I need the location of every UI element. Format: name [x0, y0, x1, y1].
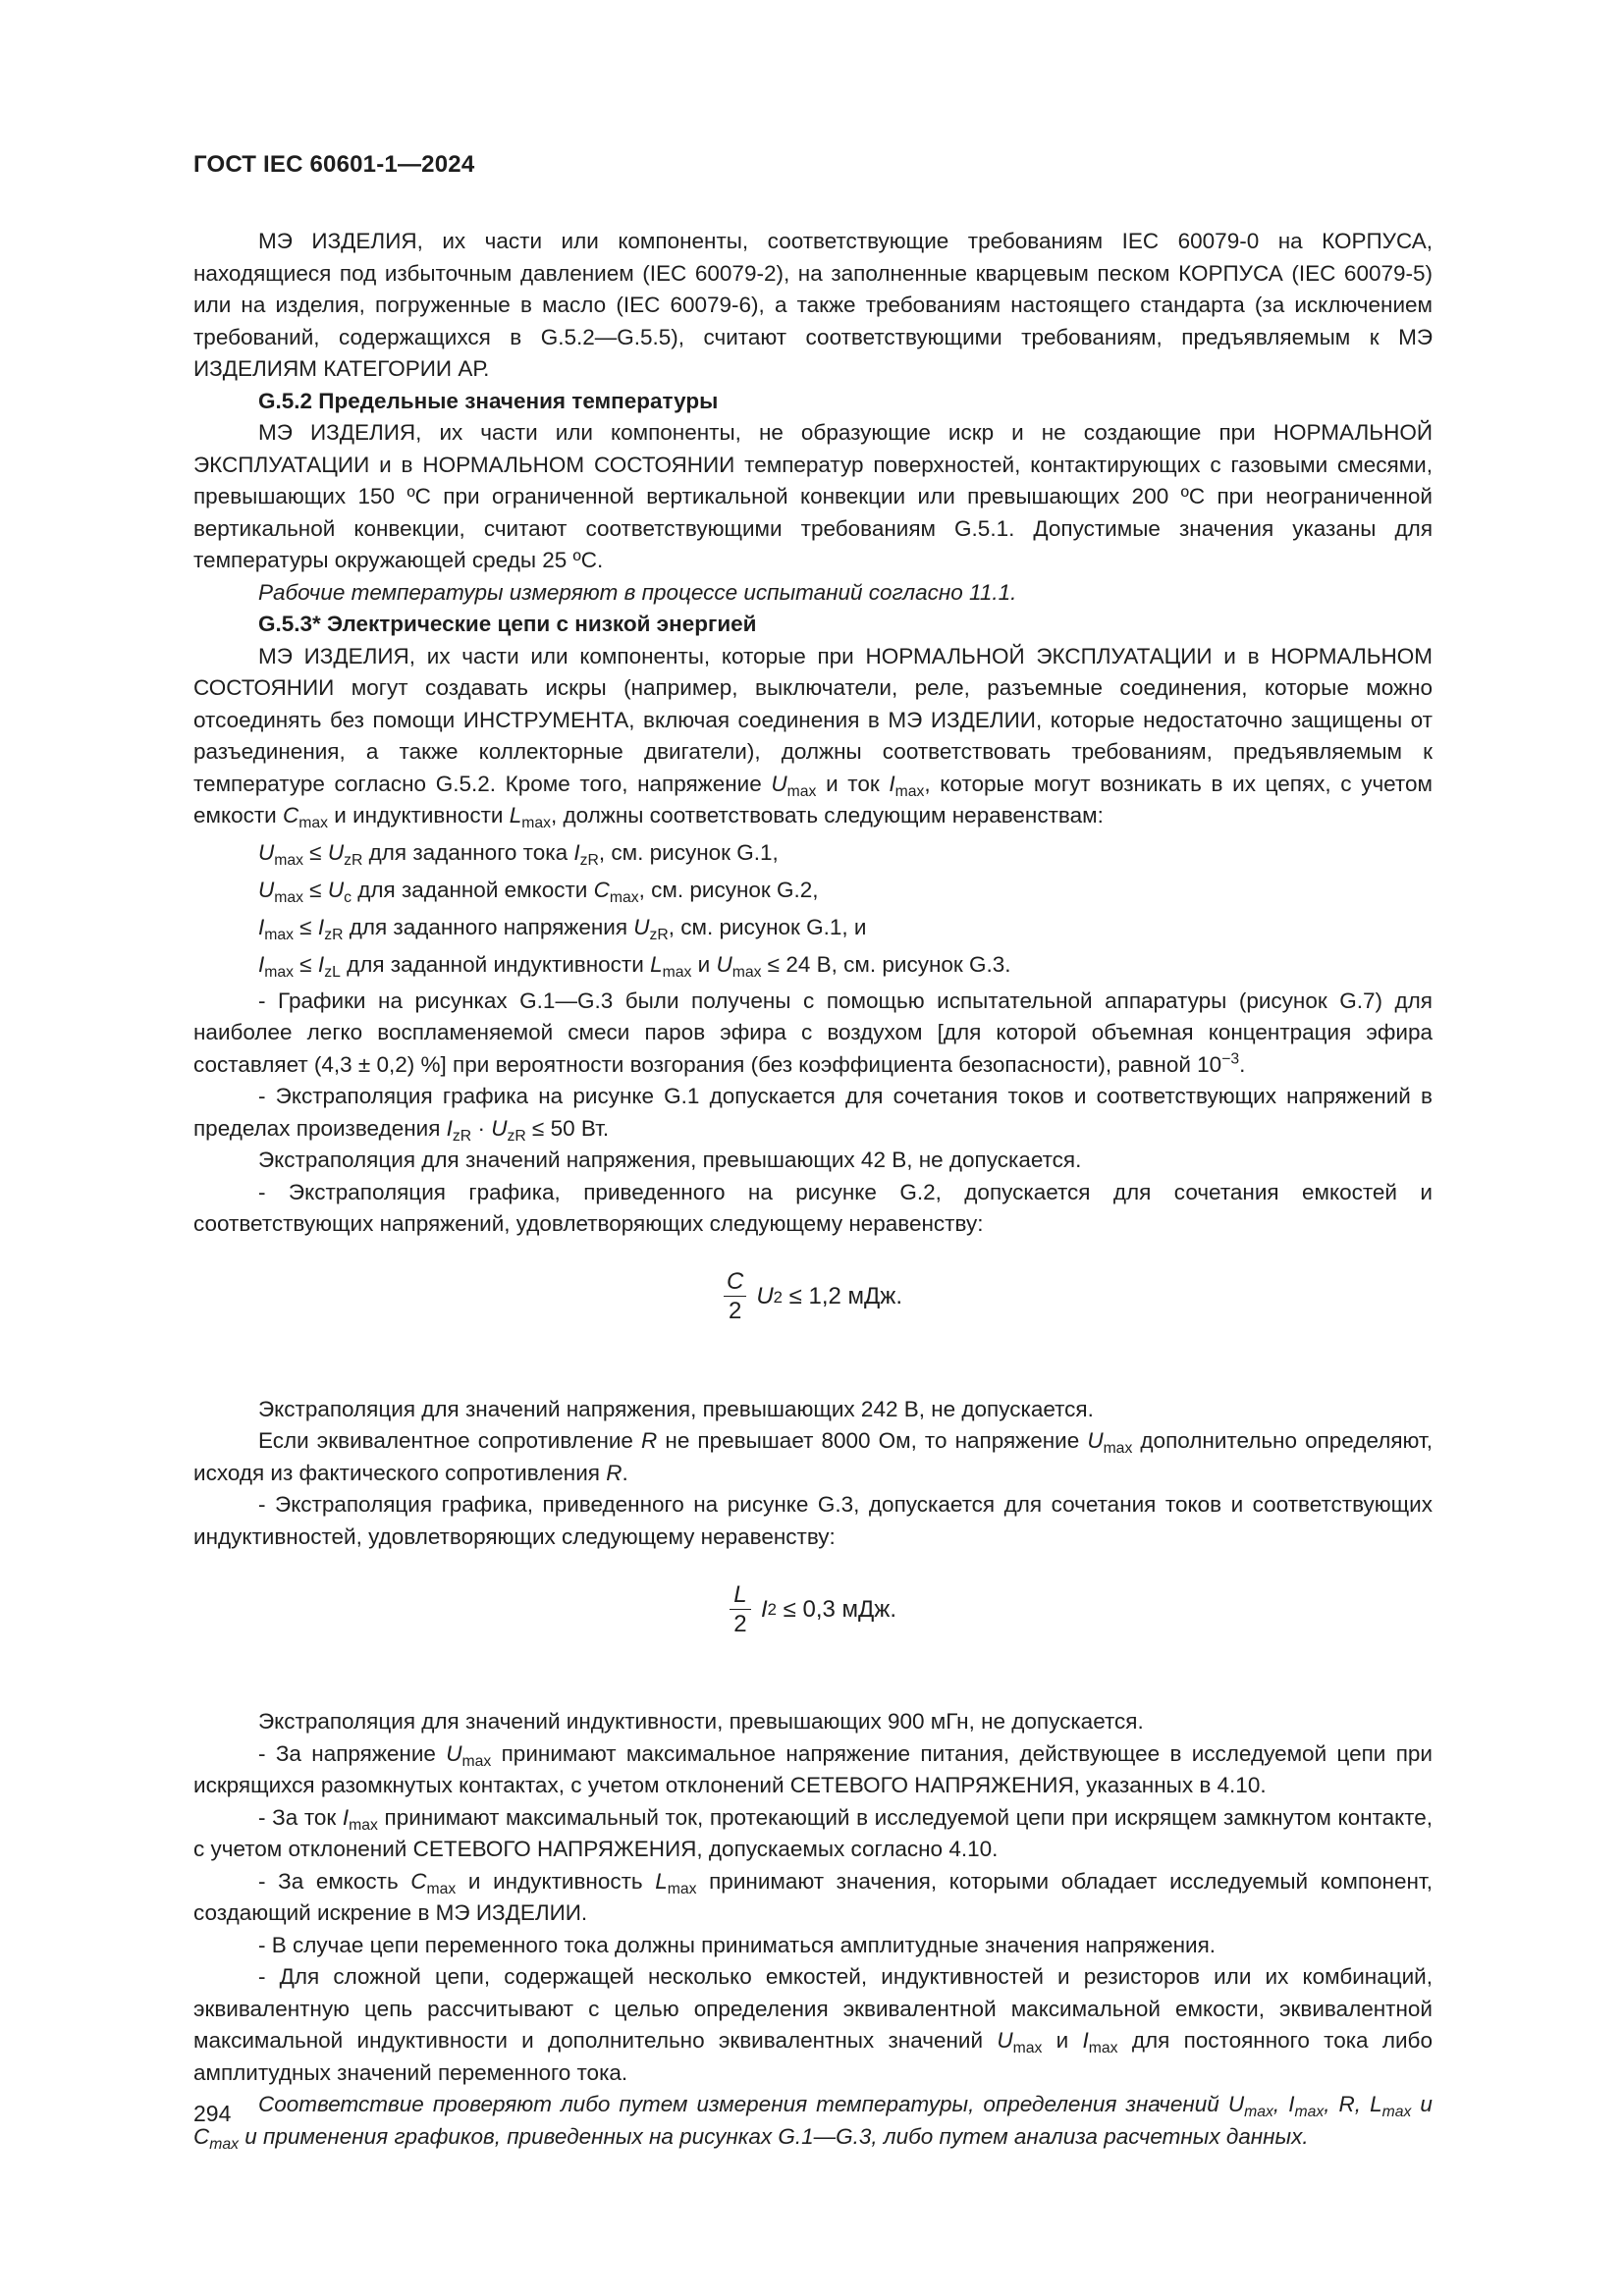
- operator: ≤: [309, 839, 322, 865]
- symbol: U: [716, 951, 732, 977]
- subscript: zL: [324, 963, 341, 981]
- paragraph: МЭ ИЗДЕЛИЯ, их части или компоненты, не образующие искр и не создающие при НОРМАЛЬНОЙ ЭКСПЛУАТАЦИИ и в НОРМАЛЬНОМ СОСТОЯНИИ температур поверхностей, контактирующих с газовыми смесями, превышающих 150 ºC при ограниченной вертикальной конвекции или превышающих 200 ºC при неограниченной вертикальной конвекции, считают соответствующими требованиям G.5.1. Допустимые значения указаны для температуры окружающей среды 25 ºC.: [193, 420, 1433, 572]
- symbol: C: [410, 1868, 427, 1894]
- symbol: I: [889, 771, 895, 796]
- subscript: max: [274, 851, 304, 869]
- paragraph-italic: Рабочие температуры измеряют в процессе испытаний согласно 11.1.: [258, 579, 1017, 605]
- symbol: L: [650, 951, 663, 977]
- text: принимают значения, которыми обладает исследуемый компонент, создающий искрение в МЭ ИЗДЕЛИИ.: [193, 1868, 1433, 1925]
- formula-energy-capacitance: $\frac{C}{2}$ U 2 ≤ 1,2 мДж.: [193, 1241, 1433, 1355]
- paragraph: [193, 1738, 1433, 1802]
- symbol: U: [633, 914, 650, 939]
- symbol: U: [327, 839, 345, 865]
- subscript: max: [667, 1880, 697, 1897]
- text: и индуктивности: [334, 803, 504, 828]
- subscript: max: [1103, 1440, 1133, 1458]
- paragraph-italic-compliance: Соответствие проверяют либо путем измерения температуры, определения значений $U_{max}$, $I_{max}$, R, $L_{max}$ и $C_{max}$ и применения графиков, приведенных на рисунках G.1—G.3, либо путем анализа расчетных данных.: [193, 2092, 1433, 2153]
- paragraph: [193, 1961, 1433, 2089]
- subscript: zR: [344, 851, 363, 869]
- symbol: C: [193, 2123, 210, 2149]
- subscript: zR: [452, 1127, 472, 1145]
- paragraph: - Экстраполяция графика, приведенного на рисунке G.2, допускается для сочетания емкостей и соответствующих напряжений, удовлетворяющих следующему неравенству:: [193, 1179, 1433, 1236]
- text: .: [1239, 1051, 1246, 1077]
- symbol: L: [1370, 2092, 1382, 2116]
- text: дополнительно определяют, исходя из фактического сопротивления: [193, 1428, 1433, 1485]
- subscript: max: [1294, 2104, 1325, 2121]
- fraction-denominator: 2: [733, 1610, 747, 1637]
- subscript: max: [426, 1880, 457, 1897]
- symbol: U: [258, 877, 275, 902]
- superscript: −3: [1221, 1049, 1240, 1067]
- fraction-numerator: C: [726, 1268, 744, 1295]
- symbol: U: [756, 1283, 774, 1310]
- symbol: L: [509, 803, 522, 828]
- text: .: [622, 1460, 628, 1485]
- page-number: 294: [193, 2101, 232, 2126]
- operator: ≤: [299, 914, 312, 939]
- formula-tail: ≤ 1,2 мДж.: [788, 1283, 903, 1310]
- symbol: U: [446, 1740, 462, 1766]
- text: и: [1056, 2028, 1069, 2053]
- text: МЭ ИЗДЕЛИЯ, их части или компоненты, которые при НОРМАЛЬНОЙ ЭКСПЛУАТАЦИИ и в НОРМАЛЬНОМ СОСТОЯНИИ могут создавать искры (например, выключатели, реле, разъемные соединения, которые можно отсоединять без помощи ИНСТРУМЕНТА, включая соединения в МЭ ИЗДЕЛИИ, которые недостаточно защищены от разъединения, а также коллекторные двигатели), должны соответствовать требованиям, предъявляемым к температуре согласно G.5.2. Кроме того, напряжение: [193, 643, 1433, 796]
- condition-1: [193, 836, 1433, 870]
- section-heading-g52: G.5.2 Предельные значения температуры: [258, 388, 719, 413]
- formula-tail: ≤ 0,3 мДж.: [783, 1595, 897, 1623]
- text: принимают максимальное напряжение питания, действующее в исследуемой цепи при искрящихся разомкнутых контактах, с учетом отклонений СЕТЕВОГО НАПРЯЖЕНИЯ, указанных в 4.10.: [193, 1740, 1433, 1797]
- spacer: [193, 1667, 1433, 1706]
- operator: ≤: [299, 951, 312, 977]
- symbol: R: [606, 1460, 623, 1485]
- subscript: max: [786, 782, 817, 800]
- text: , которые могут возникать в их цепях, с учетом емкости: [193, 771, 1433, 828]
- subscript: max: [1244, 2104, 1273, 2121]
- text: для постоянного тока либо амплитудных значений переменного тока.: [193, 2028, 1433, 2085]
- subscript: max: [209, 2135, 240, 2153]
- symbol: I: [573, 839, 580, 865]
- condition-2: [193, 874, 1433, 907]
- text: , см. рисунок G.1, и: [668, 914, 867, 939]
- fraction-numerator: L: [733, 1580, 747, 1608]
- text: для заданного тока: [368, 839, 568, 865]
- paragraph: [193, 1081, 1433, 1145]
- symbol: I: [317, 951, 325, 977]
- symbol: R: [1338, 2092, 1355, 2116]
- operator: ·: [477, 1115, 485, 1141]
- paragraph: МЭ ИЗДЕЛИЯ, их части или компоненты, соответствующие требованиям IEC 60079-0 на КОРПУСА, находящиеся под избыточным давлением (IEC 60079-2), на заполненные кварцевым песком КОРПУСА (IEC 60079-5) или на изделия, погруженные в масло (IEC 60079-6), а также требованиям настоящего стандарта (за исключением требований, содержащихся в G.5.2—G.5.5), считают соответствующими требованиям, предъявляемым к МЭ ИЗДЕЛИЯМ КАТЕГОРИИ АР.: [193, 229, 1433, 381]
- subscript: zR: [507, 1127, 526, 1145]
- subscript: c: [344, 888, 352, 906]
- text: не превышает 8000 Ом, то напряжение: [665, 1428, 1080, 1453]
- symbol: I: [446, 1115, 453, 1141]
- subscript: max: [521, 815, 551, 832]
- symbol: U: [997, 2028, 1013, 2053]
- text: , см. рисунок G.1,: [598, 839, 779, 865]
- subscript: max: [349, 1816, 378, 1834]
- fraction-denominator: 2: [728, 1298, 742, 1324]
- condition-4: [193, 948, 1433, 982]
- symbol: U: [1227, 2092, 1245, 2116]
- text: - За ток: [258, 1804, 337, 1830]
- text: , см. рисунок G.2,: [638, 877, 819, 902]
- subscript: max: [662, 963, 692, 981]
- symbol: I: [1288, 2092, 1295, 2116]
- symbol: U: [491, 1115, 508, 1141]
- formula-energy-inductance: $\frac{L}{2}$ I 2 ≤ 0,3 мДж.: [193, 1553, 1433, 1667]
- symbol: L: [655, 1868, 668, 1894]
- text: , должны соответствовать следующим неравенствам:: [551, 803, 1104, 828]
- operator: ≤: [309, 877, 322, 902]
- text: Если эквивалентное сопротивление: [258, 1428, 633, 1453]
- text: - Для сложной цепи, содержащей несколько емкостей, индуктивностей и резисторов или их комбинаций, эквивалентную цепь рассчитывают с целью определения эквивалентной максимальной емкости, эквивалентной максимальной индуктивности и дополнительно эквивалентных значений: [193, 1964, 1433, 2053]
- symbol: U: [771, 771, 787, 796]
- subscript: max: [1012, 2040, 1043, 2057]
- text: - Графики на рисунках G.1—G.3 были получены с помощью испытательной аппаратуры (рисунок G.7) для наиболее легко воспламеняемой смеси паров эфира с воздухом [для которой объемная концентрация эфира составляет (4,3 ± 0,2) %] при вероятности возгорания (без коэффициента безопасности), равной 10: [193, 988, 1433, 1077]
- symbol: I: [1082, 2028, 1089, 2053]
- text: ,: [1272, 2092, 1280, 2116]
- text: и: [697, 951, 711, 977]
- subscript: max: [264, 926, 295, 943]
- paragraph: Экстраполяция для значений напряжения, превышающих 42 В, не допускается.: [258, 1148, 1082, 1172]
- symbol: U: [327, 877, 345, 902]
- condition-3: [193, 911, 1433, 944]
- spacer: [193, 1355, 1433, 1394]
- text: принимают максимальный ток, протекающий в исследуемой цепи при искрящем замкнутом контакте, с учетом отклонений СЕТЕВОГО НАПРЯЖЕНИЯ, допускаемых согласно 4.10.: [193, 1804, 1433, 1861]
- subscript: max: [731, 963, 762, 981]
- symbol: I: [760, 1595, 768, 1623]
- fraction: [730, 1581, 751, 1639]
- subscript: max: [894, 782, 925, 800]
- text: и ток: [826, 771, 880, 796]
- paragraph: [193, 641, 1433, 832]
- subscript: zR: [649, 926, 669, 943]
- paragraph: Экстраполяция для значений напряжения, превышающих 242 В, не допускается.: [258, 1396, 1094, 1421]
- symbol: I: [342, 1804, 350, 1830]
- symbol: C: [282, 803, 299, 828]
- symbol: I: [258, 951, 265, 977]
- section-heading-g53: G.5.3* Электрические цепи с низкой энергией: [258, 612, 757, 636]
- subscript: max: [274, 888, 304, 906]
- paragraph: Экстраполяция для значений индуктивности, превышающих 900 мГн, не допускается.: [258, 1709, 1144, 1734]
- subscript: max: [461, 1752, 492, 1770]
- text: ≤ 50 Вт.: [531, 1115, 610, 1141]
- symbol: I: [258, 914, 265, 939]
- text: ≤ 24 В, см. рисунок G.3.: [767, 951, 1011, 977]
- subscript: max: [298, 815, 328, 832]
- paragraph: [193, 986, 1433, 1082]
- symbol: C: [593, 877, 610, 902]
- page-body: [193, 226, 1433, 2153]
- subscript: max: [264, 963, 295, 981]
- symbol: I: [317, 914, 325, 939]
- text: и применения графиков, приведенных на рисунках G.1—G.3, либо путем анализа расчетных данных.: [244, 2123, 1309, 2149]
- subscript: max: [1381, 2104, 1412, 2121]
- text: - Экстраполяция графика на рисунке G.1 допускается для сочетания токов и соответствующих напряжений в пределах произведения: [193, 1084, 1433, 1141]
- paragraph: - В случае цепи переменного тока должны приниматься амплитудные значения напряжения.: [258, 1932, 1217, 1957]
- paragraph: [193, 1866, 1433, 1930]
- symbol: U: [1087, 1428, 1104, 1453]
- fraction: [724, 1268, 746, 1326]
- text: для заданной емкости: [357, 877, 588, 902]
- text: для заданного напряжения: [349, 914, 628, 939]
- paragraph: [193, 1425, 1433, 1489]
- subscript: max: [1088, 2040, 1118, 2057]
- symbol: U: [258, 839, 275, 865]
- text: - За напряжение: [258, 1740, 436, 1766]
- subscript: max: [609, 888, 639, 906]
- paragraph: - Экстраполяция графика, приведенного на рисунке G.3, допускается для сочетания токов и соответствующих индуктивностей, удовлетворяющих следующему неравенству:: [193, 1492, 1433, 1549]
- symbol: R: [641, 1428, 658, 1453]
- text: и: [1420, 2092, 1433, 2116]
- text: и индуктивность: [467, 1868, 643, 1894]
- text: - За емкость: [258, 1868, 399, 1894]
- subscript: zR: [324, 926, 344, 943]
- text: Соответствие проверяют либо путем измерения температуры, определения значений: [258, 2092, 1219, 2116]
- paragraph: [193, 1802, 1433, 1866]
- page-header: ГОСТ IEC 60601-1—2024: [193, 151, 475, 178]
- text: для заданной индуктивности: [347, 951, 644, 977]
- subscript: zR: [579, 851, 599, 869]
- text: ,: [1324, 2092, 1330, 2116]
